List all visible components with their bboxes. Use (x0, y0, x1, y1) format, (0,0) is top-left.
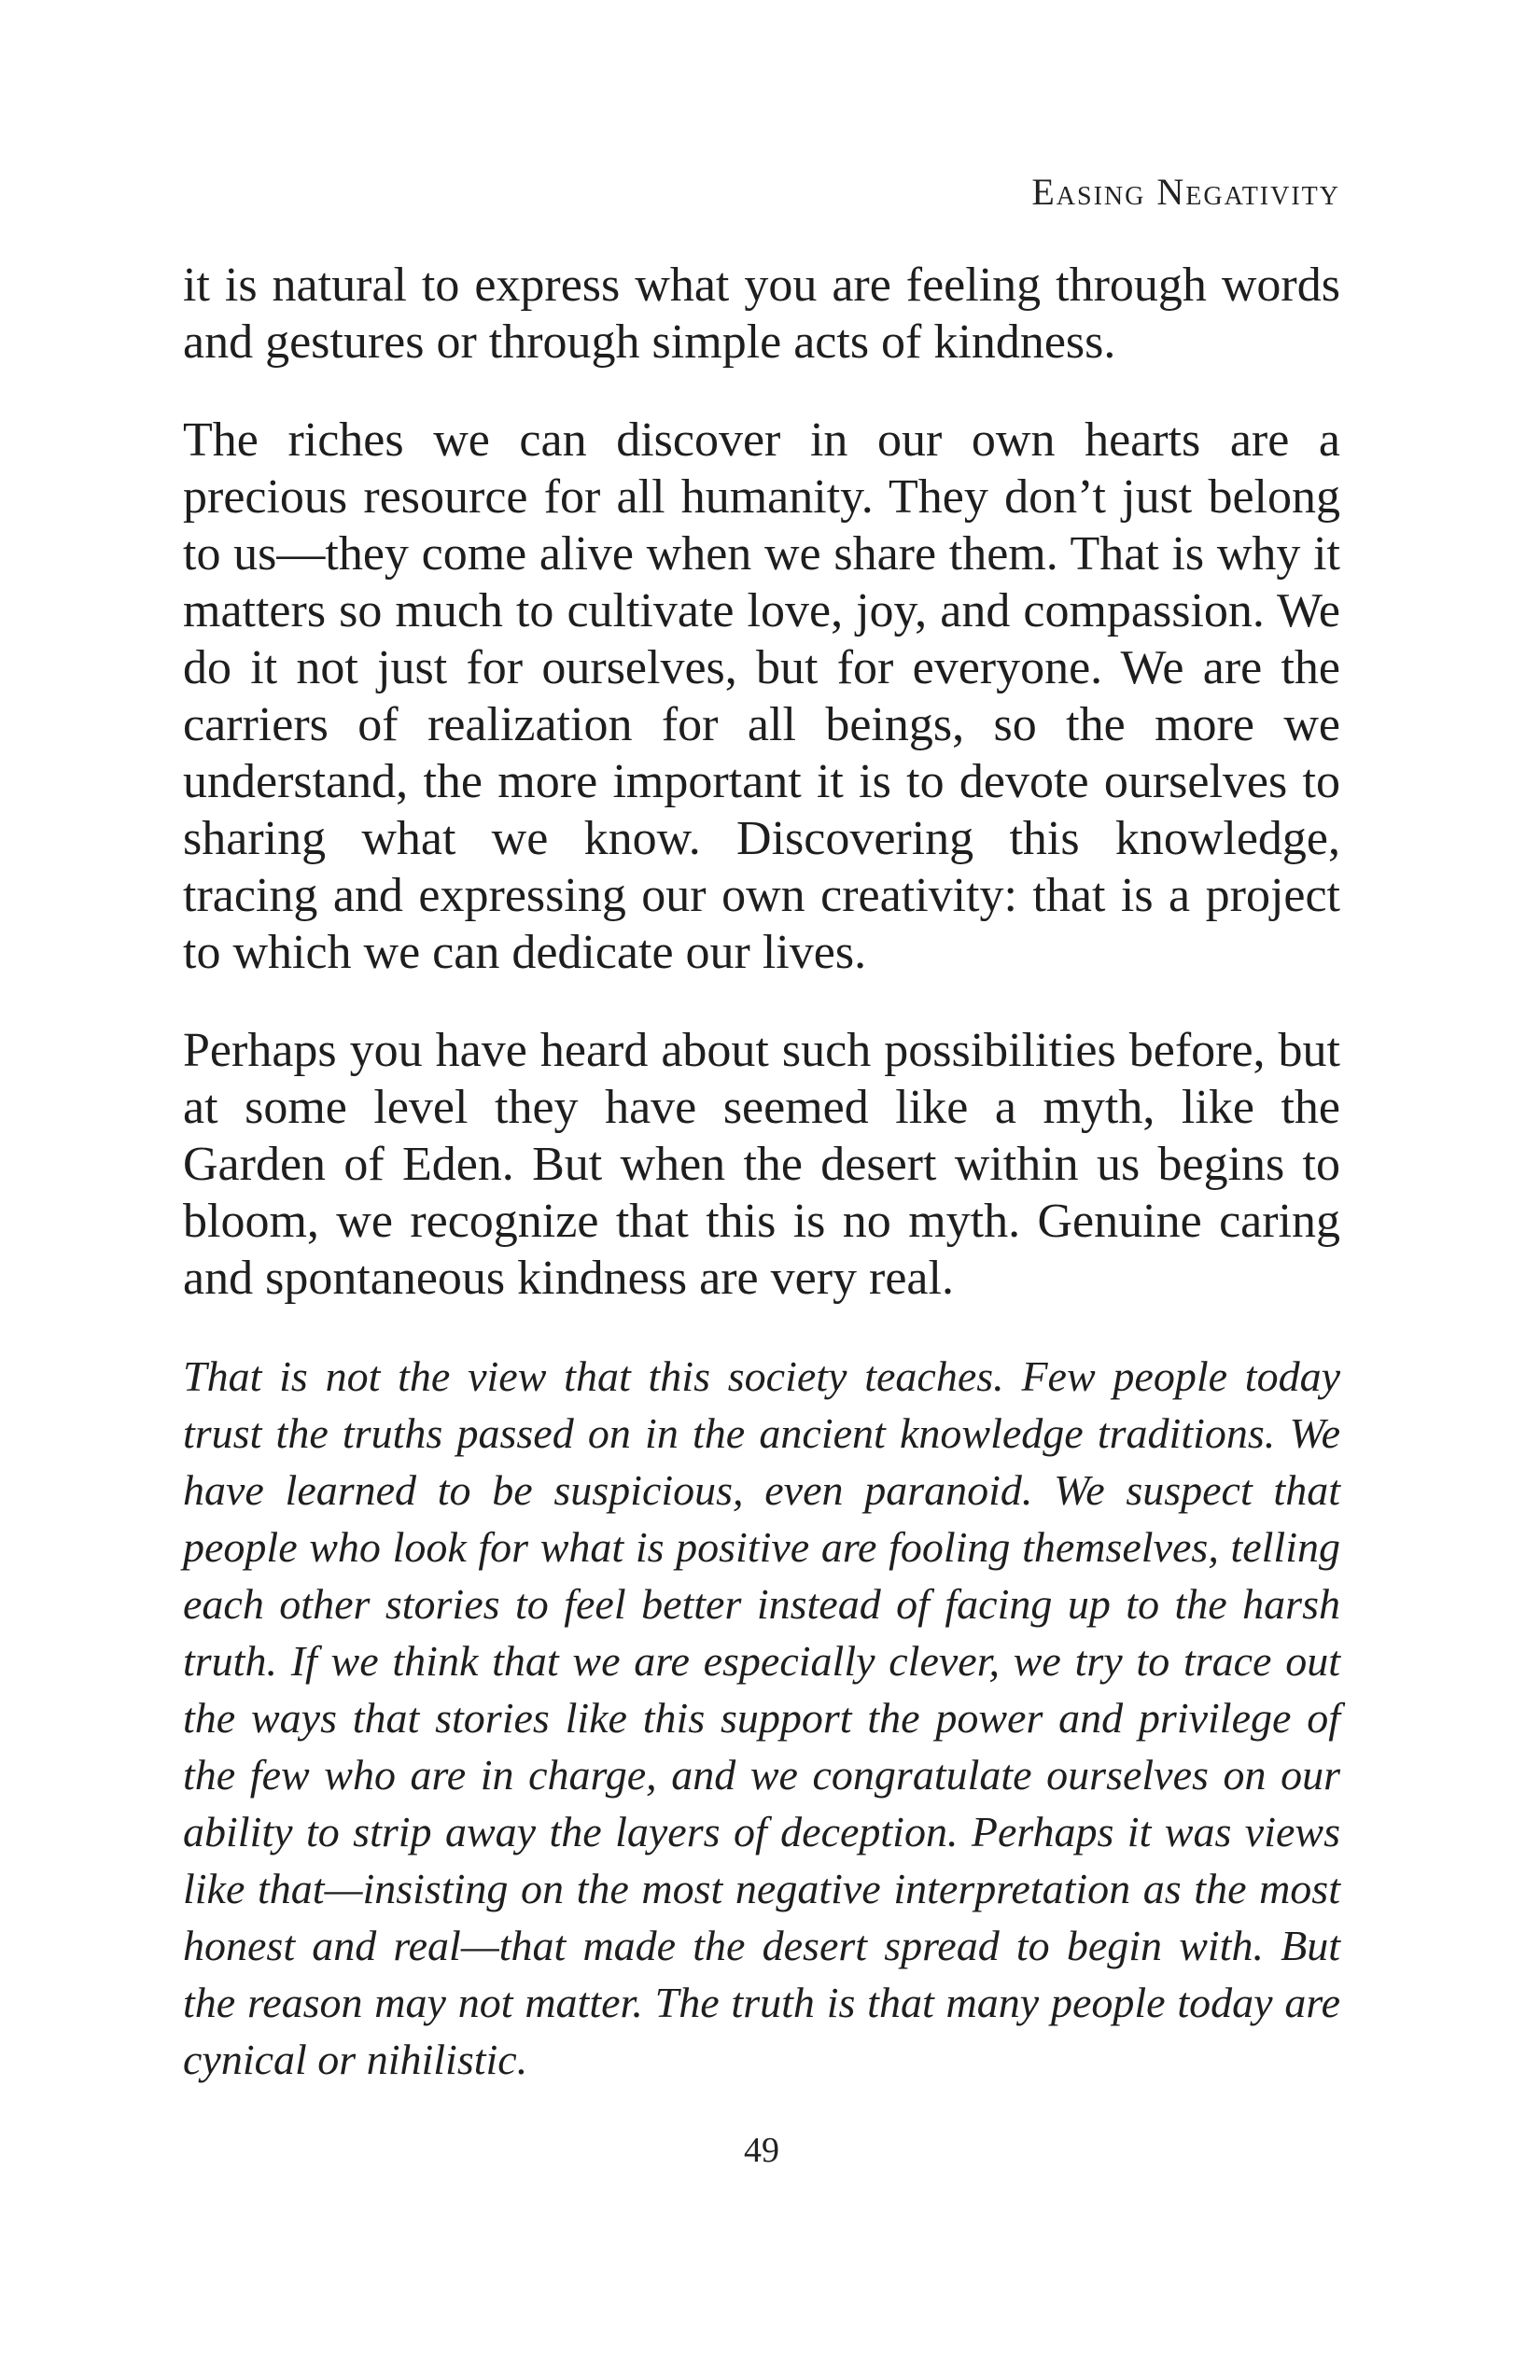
book-page (183, 0, 1340, 2380)
page-number: 49 (744, 2131, 779, 2170)
paragraph-riches: The riches we can discover in our own hearts are a precious resource for all humanity. They don’t just belong to us—they come alive when we share them. That is why it matters so much to cultivate love, joy, and compassion. We do it not just for ourselves, but for everyone. We are the carriers of realization for all beings, so the more we understand, the more important it is to devote ourselves to sharing what we know. Discovering this knowledge, tracing and expressing our own creativity: that is a project to which we can dedicate our lives. (183, 413, 1340, 979)
paragraph-possibilities: Perhaps you have heard about such possibilities before, but at some level they have seemed like a myth, like the Garden of Eden. But when the desert within us begins to bloom, we recognize that this is no myth. Genuine caring and spontaneous kindness are very real. (183, 1024, 1340, 1305)
body-text (183, 257, 1340, 2129)
paragraph-italic-commentary: That is not the view that this society teaches. Few people today trust the truths passed on in the ancient knowledge traditions. We have learned to be suspicious, even paranoid. We suspect that people who look for what is positive are fooling themselves, telling each other stories to feel better instead of facing up to the harsh truth. If we think that we are especially clever, we try to trace out the ways that stories like this support the power and privilege of the few who are in charge, and we congratulate ourselves on our ability to strip away the layers of deception. Perhaps it was views like that—insisting on the most negative interpretation as the most honest and real—that made the desert spread to begin with. But the reason may not matter. The truth is that many people today are cynical or nihilistic. (183, 1352, 1340, 2083)
paragraph-continuation: it is natural to express what you are feeling through words and gestures or through simple acts of kindness. (183, 259, 1340, 369)
running-head-title: Easing Negativity (1031, 171, 1340, 213)
